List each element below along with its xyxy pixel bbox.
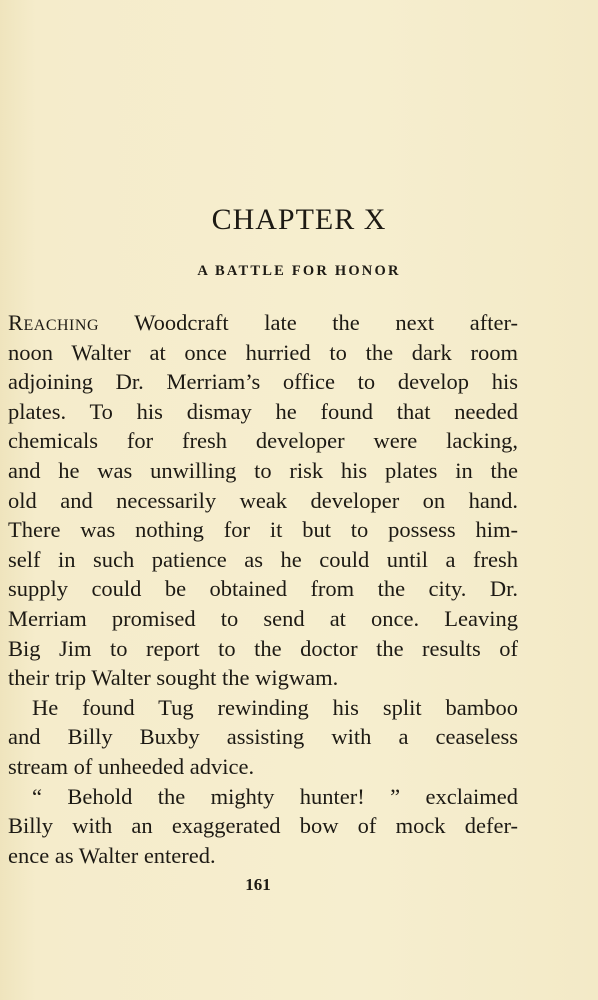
lead-word: Reaching [8, 310, 99, 335]
chapter-heading: CHAPTER X [211, 203, 387, 236]
text-line: their trip Walter sought the wigwam. [8, 665, 339, 691]
text-line: self in such patience as he could until a fresh [8, 546, 518, 572]
text-line: stream of unheeded advice. [8, 753, 255, 779]
text-line: chemicals for fresh developer were lacking, [8, 428, 518, 454]
text-line: noon Walter at once hurried to the dark room [8, 339, 518, 365]
text-line-content: Woodcraft late the next after- [99, 310, 518, 335]
text-line: old and necessarily weak developer on hand. [8, 487, 518, 513]
chapter-body [8, 308, 518, 870]
text-line: He found Tug rewinding his split bamboo [32, 694, 518, 720]
text-line: plates. To his dismay he found that needed [8, 398, 518, 424]
text-line: Merriam promised to send at once. Leaving [8, 605, 518, 631]
text-line: “ Behold the mighty hunter! ” exclaimed [32, 783, 518, 809]
text-line: There was nothing for it but to possess him- [8, 517, 518, 543]
text-line: Big Jim to report to the doctor the results of [8, 635, 518, 661]
text-line [8, 308, 518, 338]
text-line: Billy with an exaggerated bow of mock defer- [8, 813, 518, 839]
text-line: supply could be obtained from the city. Dr. [8, 576, 518, 602]
text-line: adjoining Dr. Merriam’s office to develop his [8, 369, 518, 395]
page-number: 161 [245, 875, 271, 894]
chapter-subtitle: A BATTLE FOR HONOR [197, 263, 401, 279]
text-line: and he was unwilling to risk his plates in the [8, 457, 518, 483]
text-line: ence as Walter entered. [8, 842, 216, 868]
text-line: and Billy Buxby assisting with a ceaseless [8, 724, 518, 750]
